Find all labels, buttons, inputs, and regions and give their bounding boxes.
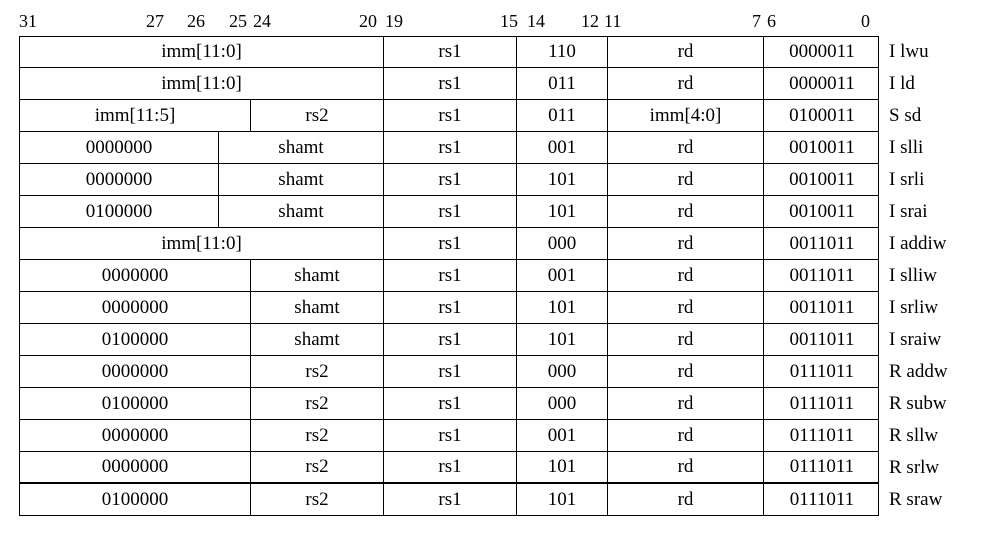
instruction-label: I srliw — [889, 297, 939, 318]
rs1-field: rs1 — [383, 324, 516, 355]
table-row — [19, 292, 879, 324]
instruction-format-table — [19, 36, 879, 516]
instruction-label: R subw — [889, 393, 947, 414]
rs1-field: rs1 — [383, 484, 516, 515]
rd-field: rd — [607, 484, 763, 515]
funct3-field: 101 — [516, 196, 607, 227]
rs2-field: rs2 — [250, 356, 383, 387]
opcode-field: 0011011 — [763, 324, 880, 355]
instruction-label: I addiw — [889, 233, 947, 254]
table-row — [19, 260, 879, 292]
funct3-field: 000 — [516, 356, 607, 387]
table-row — [19, 388, 879, 420]
rd-field: rd — [607, 292, 763, 323]
funct3-field: 101 — [516, 452, 607, 482]
bit-number: 25 — [229, 11, 247, 31]
funct3-field: 000 — [516, 228, 607, 259]
rs1-field: rs1 — [383, 100, 516, 131]
funct7-field: 0000000 — [101, 264, 169, 286]
immediate-field: imm[11:0] — [161, 41, 242, 62]
rs1-field: rs1 — [383, 388, 516, 419]
rs2-field: rs2 — [250, 388, 383, 419]
rd-field: rd — [607, 420, 763, 451]
funct3-field: 101 — [516, 324, 607, 355]
bit-number: 19 — [385, 11, 403, 31]
bit-number: 24 — [253, 11, 271, 31]
funct3-field: 011 — [516, 68, 607, 99]
rs1-field: rs1 — [383, 196, 516, 227]
instruction-label: S sd — [889, 105, 922, 126]
rd-field: rd — [607, 196, 763, 227]
instruction-label: I slli — [889, 137, 924, 158]
funct7-field: 0000000 — [101, 424, 169, 446]
rs1-field: rs1 — [383, 37, 516, 67]
instruction-label: R addw — [889, 361, 948, 382]
rs2-field: rs2 — [250, 484, 383, 515]
table-row — [19, 324, 879, 356]
instruction-label: I lwu — [889, 41, 929, 62]
bit-number: 12 — [581, 11, 599, 31]
rs2-field: shamt — [250, 260, 383, 291]
instruction-label: I srai — [889, 201, 928, 222]
instruction-label: I srli — [889, 169, 925, 190]
table-row — [19, 452, 879, 484]
bit-number: 31 — [19, 11, 37, 31]
shamt-field: shamt — [218, 164, 383, 195]
instruction-label: I slliw — [889, 265, 938, 286]
funct7-field: 0000000 — [101, 296, 169, 318]
rd-field: rd — [607, 452, 763, 482]
bit-number: 6 — [767, 11, 776, 31]
opcode-field: 0010011 — [763, 132, 880, 163]
rd-field: rd — [607, 388, 763, 419]
rs2-field: rs2 — [250, 100, 383, 131]
funct7-field: 0100000 — [101, 488, 169, 510]
bit-number: 26 — [187, 11, 205, 31]
opcode-field: 0111011 — [763, 484, 880, 515]
rs1-field: rs1 — [383, 260, 516, 291]
shamt-field: shamt — [218, 132, 383, 163]
rd-field: rd — [607, 164, 763, 195]
instruction-label: R sllw — [889, 425, 939, 446]
rd-field: rd — [607, 37, 763, 67]
bit-number: 27 — [146, 11, 164, 31]
table-row — [19, 420, 879, 452]
rs2-field: shamt — [250, 324, 383, 355]
instruction-label: R sraw — [889, 489, 943, 510]
rd-field: rd — [607, 228, 763, 259]
rs1-field: rs1 — [383, 132, 516, 163]
table-row — [19, 100, 879, 132]
rs1-field: rs1 — [383, 292, 516, 323]
instruction-label: I sraiw — [889, 329, 942, 350]
bit-number: 20 — [359, 11, 377, 31]
funct3-field: 011 — [516, 100, 607, 131]
table-row — [19, 36, 879, 68]
funct3-field: 001 — [516, 420, 607, 451]
table-row — [19, 196, 879, 228]
opcode-field: 0111011 — [763, 420, 880, 451]
bit-number: 11 — [604, 11, 622, 31]
rd-field: rd — [607, 260, 763, 291]
rd-field: rd — [607, 356, 763, 387]
opcode-field: 0111011 — [763, 388, 880, 419]
opcode-field: 0011011 — [763, 260, 880, 291]
bit-number: 7 — [752, 11, 761, 31]
rs1-field: rs1 — [383, 420, 516, 451]
funct3-field: 101 — [516, 164, 607, 195]
rd-field: imm[4:0] — [607, 100, 763, 131]
opcode-field: 0000011 — [763, 37, 880, 67]
rd-field: rd — [607, 324, 763, 355]
immediate-field: imm[11:0] — [161, 232, 242, 254]
instruction-label: R srlw — [889, 457, 940, 478]
rs1-field: rs1 — [383, 356, 516, 387]
funct7-field: imm[11:5] — [94, 104, 176, 126]
funct6-field: 0100000 — [85, 200, 153, 222]
table-row — [19, 228, 879, 260]
funct3-field: 001 — [516, 260, 607, 291]
shamt-field: shamt — [218, 196, 383, 227]
immediate-field: imm[11:0] — [161, 72, 242, 94]
rd-field: rd — [607, 68, 763, 99]
rs1-field: rs1 — [383, 68, 516, 99]
funct7-field: 0000000 — [101, 360, 169, 382]
opcode-field: 0010011 — [763, 164, 880, 195]
table-row — [19, 484, 879, 516]
funct3-field: 110 — [516, 37, 607, 67]
rs1-field: rs1 — [383, 452, 516, 482]
funct3-field: 001 — [516, 132, 607, 163]
bit-number: 0 — [861, 11, 870, 31]
instruction-label: I ld — [889, 73, 915, 94]
opcode-field: 0111011 — [763, 452, 880, 482]
rs1-field: rs1 — [383, 164, 516, 195]
opcode-field: 0111011 — [763, 356, 880, 387]
funct7-field: 0100000 — [101, 328, 169, 350]
funct3-field: 000 — [516, 388, 607, 419]
funct6-field: 0000000 — [85, 168, 153, 190]
rs2-field: rs2 — [250, 452, 383, 482]
opcode-field: 0011011 — [763, 228, 880, 259]
funct3-field: 101 — [516, 484, 607, 515]
opcode-field: 0100011 — [763, 100, 880, 131]
funct7-field: 0000000 — [101, 456, 169, 477]
rd-field: rd — [607, 132, 763, 163]
bit-number: 14 — [527, 11, 545, 31]
table-row — [19, 356, 879, 388]
table-row — [19, 132, 879, 164]
rs2-field: shamt — [250, 292, 383, 323]
funct3-field: 101 — [516, 292, 607, 323]
funct6-field: 0000000 — [85, 136, 153, 158]
opcode-field: 0011011 — [763, 292, 880, 323]
table-row — [19, 164, 879, 196]
rs1-field: rs1 — [383, 228, 516, 259]
table-row — [19, 68, 879, 100]
bit-number: 15 — [500, 11, 518, 31]
opcode-field: 0010011 — [763, 196, 880, 227]
rs2-field: rs2 — [250, 420, 383, 451]
opcode-field: 0000011 — [763, 68, 880, 99]
funct7-field: 0100000 — [101, 392, 169, 414]
